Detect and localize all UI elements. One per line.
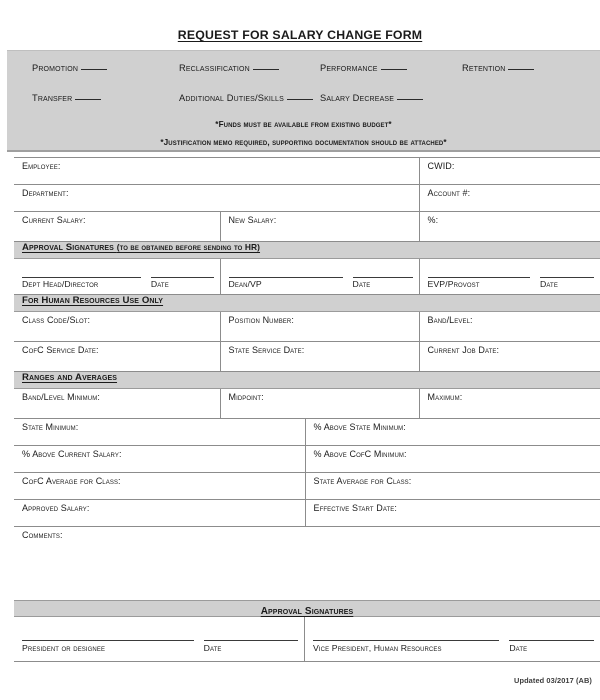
table-row bbox=[14, 212, 600, 242]
reason-additional-duties-blank[interactable] bbox=[287, 99, 313, 100]
signature-cell-dean-vp[interactable] bbox=[220, 259, 419, 295]
reason-additional-duties[interactable] bbox=[179, 93, 313, 103]
field-band-level[interactable]: Band/Level: bbox=[419, 312, 600, 342]
reason-performance-blank[interactable] bbox=[381, 69, 407, 70]
reason-selection-box bbox=[7, 50, 600, 152]
signature-date-caption: Date bbox=[509, 643, 528, 653]
signature-date-line[interactable] bbox=[540, 277, 594, 278]
section-header-cell bbox=[14, 295, 600, 312]
reason-promotion-label: Promotion bbox=[32, 63, 79, 73]
signature-date-unit[interactable] bbox=[353, 277, 413, 290]
reason-retention-label: Retention bbox=[462, 63, 506, 73]
bottom-approval-block bbox=[14, 600, 600, 662]
signature-name-unit[interactable] bbox=[229, 277, 343, 290]
field-account-number[interactable]: Account #: bbox=[419, 185, 600, 212]
table-row bbox=[14, 185, 600, 212]
table-row bbox=[14, 259, 600, 295]
reason-salary-decrease[interactable] bbox=[320, 93, 423, 103]
reason-promotion-blank[interactable] bbox=[81, 69, 107, 70]
reason-promotion[interactable] bbox=[32, 63, 107, 73]
section-header-hr-use-only bbox=[14, 295, 600, 312]
signature-date-caption: Date bbox=[150, 279, 169, 290]
signature-group bbox=[22, 640, 298, 653]
signature-name-unit[interactable] bbox=[313, 640, 499, 653]
reason-retention-blank[interactable] bbox=[508, 69, 534, 70]
section-header-label: For Human Resources Use Only bbox=[22, 295, 164, 306]
signature-date-line[interactable] bbox=[509, 640, 594, 641]
signature-line[interactable] bbox=[313, 640, 499, 641]
signature-cell-president[interactable] bbox=[14, 617, 305, 661]
signature-group bbox=[313, 640, 594, 653]
field-current-job-date[interactable]: Current Job Date: bbox=[419, 342, 600, 372]
signature-line[interactable] bbox=[22, 640, 194, 641]
signature-caption: EVP/Provost bbox=[427, 279, 480, 290]
field-state-minimum[interactable]: State Minimum: bbox=[14, 419, 305, 446]
signature-name-unit[interactable] bbox=[22, 277, 141, 290]
signature-date-unit[interactable] bbox=[151, 277, 214, 290]
field-maximum[interactable]: Maximum: bbox=[419, 389, 600, 419]
field-percent[interactable]: %: bbox=[419, 212, 600, 242]
reason-transfer-blank[interactable] bbox=[75, 99, 101, 100]
bottom-section-header bbox=[14, 600, 600, 617]
note-funds-available: *Funds must be available from existing budget* bbox=[215, 120, 392, 129]
signature-group bbox=[428, 277, 595, 290]
signature-cell-vp-hr[interactable] bbox=[305, 617, 600, 661]
field-state-average-for-class[interactable]: State Average for Class: bbox=[305, 473, 600, 500]
bottom-section-header-label: Approval Signatures bbox=[260, 606, 354, 617]
signature-line[interactable] bbox=[22, 277, 141, 278]
signature-date-caption: Date bbox=[352, 279, 371, 290]
section-header-main: Approval Signatures bbox=[22, 242, 117, 253]
signature-cell-dept-head[interactable] bbox=[14, 259, 220, 295]
signature-caption: President or designee bbox=[22, 643, 106, 653]
section-header-ranges-and-averages bbox=[14, 372, 600, 389]
table-row bbox=[14, 312, 600, 342]
reason-reclassification[interactable] bbox=[179, 63, 279, 73]
field-employee[interactable]: Employee: bbox=[14, 158, 419, 185]
signature-date-caption: Date bbox=[203, 643, 222, 653]
reason-reclassification-blank[interactable] bbox=[253, 69, 279, 70]
section-header-tail: (to be obtained before sending to HR) bbox=[116, 242, 261, 252]
reason-retention[interactable] bbox=[462, 63, 534, 73]
reason-salary-decrease-label: Salary Decrease bbox=[320, 93, 395, 103]
table-row bbox=[14, 389, 600, 419]
section-header-approval-signatures bbox=[14, 242, 600, 259]
field-band-level-minimum[interactable]: Band/Level Minimum: bbox=[14, 389, 220, 419]
table-row bbox=[14, 158, 600, 185]
signature-date-line[interactable] bbox=[151, 277, 214, 278]
reason-additional-duties-label: Additional Duties/Skills bbox=[179, 93, 284, 103]
field-pct-above-cofc-minimum[interactable]: % Above CofC Minimum: bbox=[305, 446, 600, 473]
reason-reclassification-label: Reclassification bbox=[179, 63, 250, 73]
signature-date-unit[interactable] bbox=[204, 640, 298, 653]
signature-name-unit[interactable] bbox=[22, 640, 194, 653]
reason-performance[interactable] bbox=[320, 63, 407, 73]
signature-line[interactable] bbox=[428, 277, 531, 278]
section-header-label: Ranges and Averages bbox=[22, 372, 118, 383]
main-form-table bbox=[14, 157, 600, 611]
signature-line[interactable] bbox=[229, 277, 343, 278]
signature-group bbox=[229, 277, 413, 290]
field-comments[interactable]: Comments: bbox=[14, 527, 600, 612]
field-position-number[interactable]: Position Number: bbox=[220, 312, 419, 342]
reason-transfer[interactable] bbox=[32, 93, 101, 103]
reason-performance-label: Performance bbox=[320, 63, 378, 73]
signature-date-unit[interactable] bbox=[509, 640, 594, 653]
field-effective-start-date[interactable]: Effective Start Date: bbox=[305, 500, 600, 527]
field-current-salary[interactable]: Current Salary: bbox=[14, 212, 220, 242]
bottom-signature-row bbox=[14, 617, 600, 662]
section-header-cell bbox=[14, 372, 600, 389]
field-midpoint[interactable]: Midpoint: bbox=[220, 389, 419, 419]
field-pct-above-current-salary[interactable]: % Above Current Salary: bbox=[14, 446, 305, 473]
table-row bbox=[14, 419, 600, 446]
page-title-container bbox=[0, 0, 600, 44]
signature-caption: Dean/VP bbox=[228, 279, 262, 290]
field-new-salary[interactable]: New Salary: bbox=[220, 212, 419, 242]
field-state-service-date[interactable]: State Service Date: bbox=[220, 342, 419, 372]
section-header-label bbox=[22, 242, 260, 253]
field-cofc-service-date[interactable]: CofC Service Date: bbox=[14, 342, 220, 372]
reason-salary-decrease-blank[interactable] bbox=[397, 99, 423, 100]
reason-transfer-label: Transfer bbox=[32, 93, 73, 103]
signature-caption: Vice President, Human Resources bbox=[313, 643, 442, 653]
field-pct-above-state-minimum[interactable]: % Above State Minimum: bbox=[305, 419, 600, 446]
field-approved-salary[interactable]: Approved Salary: bbox=[14, 500, 305, 527]
section-header-cell bbox=[14, 242, 600, 259]
signature-name-unit[interactable] bbox=[428, 277, 531, 290]
table-row bbox=[14, 446, 600, 473]
note-justification-memo: *Justification memo required, supporting documentation should be attached* bbox=[160, 138, 447, 147]
table-row bbox=[14, 527, 600, 612]
signature-cell-evp-provost[interactable] bbox=[419, 259, 600, 295]
signature-date-line[interactable] bbox=[353, 277, 413, 278]
field-class-code-slot[interactable]: Class Code/Slot: bbox=[14, 312, 220, 342]
field-cofc-average-for-class[interactable]: CofC Average for Class: bbox=[14, 473, 305, 500]
signature-caption: Dept Head/Director bbox=[22, 279, 99, 290]
signature-date-unit[interactable] bbox=[540, 277, 594, 290]
signature-date-caption: Date bbox=[540, 279, 558, 290]
table-row bbox=[14, 342, 600, 372]
page-title: REQUEST FOR SALARY CHANGE FORM bbox=[177, 28, 423, 42]
footer-updated-stamp: Updated 03/2017 (AB) bbox=[514, 676, 592, 685]
field-cwid[interactable]: CWID: bbox=[419, 158, 600, 185]
field-department[interactable]: Department: bbox=[14, 185, 419, 212]
table-row bbox=[14, 473, 600, 500]
table-row bbox=[14, 500, 600, 527]
signature-group bbox=[22, 277, 214, 290]
signature-date-line[interactable] bbox=[204, 640, 298, 641]
